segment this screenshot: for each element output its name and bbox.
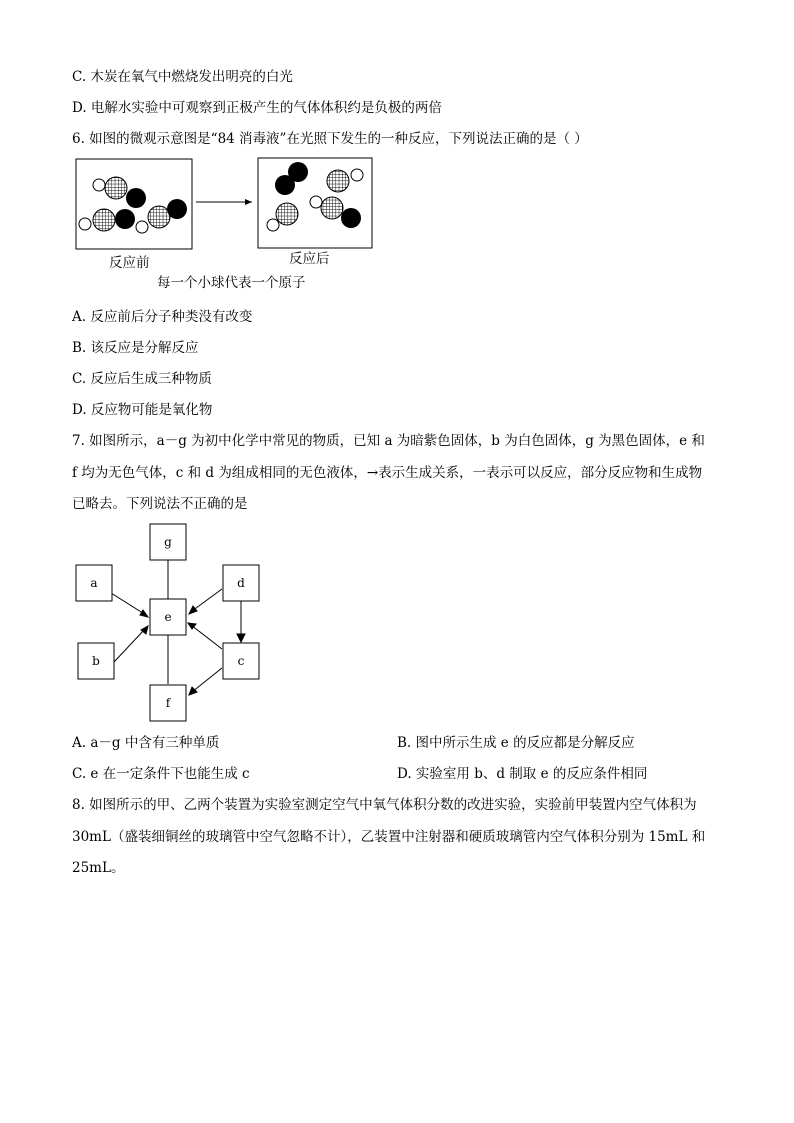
node-d-label: d (237, 576, 245, 590)
q7-stem-line-1: 7. 如图所示，a－g 为初中化学中常见的物质，已知 a 为暗紫色固体，b 为白色固体，g 为黑色固体，e 和 (72, 433, 705, 449)
node-e-label: e (164, 610, 172, 624)
q7-option-c: C. e 在一定条件下也能生成 c (72, 766, 250, 782)
q6-molecule-diagram (70, 155, 390, 255)
node-a-label: a (90, 576, 98, 590)
q7-stem-line-2: f 均为无色气体，c 和 d 为组成相同的无色液体，→表示生成关系，一表示可以反应，部分反应物和生成物 (72, 465, 703, 481)
q6-stem: 6. 如图的微观示意图是“84 消毒液”在光照下发生的一种反应，下列说法正确的是（ ） (72, 131, 588, 147)
node-g-label: g (164, 535, 172, 549)
node-f-label: f (165, 696, 171, 710)
q6-option-a: A. 反应前后分子种类没有改变 (72, 309, 253, 325)
q7-option-d: D. 实验室用 b、d 制取 e 的反应条件相同 (397, 766, 648, 782)
option-d-previous: D. 电解水实验中可观察到正极产生的气体体积约是负极的两倍 (72, 100, 442, 116)
q8-stem-line-1: 8. 如图所示的甲、乙两个装置为实验室测定空气中氧气体积分数的改进实验，实验前甲装置内空气体积为 (72, 797, 697, 813)
q7-option-a: A. a－g 中含有三种单质 (72, 735, 220, 751)
node-c-label: c (237, 654, 245, 668)
before-label: 反应前 (109, 255, 150, 271)
q6-option-c: C. 反应后生成三种物质 (72, 371, 212, 387)
option-c-previous: C. 木炭在氧气中燃烧发出明亮的白光 (72, 69, 293, 85)
q7-option-b: B. 图中所示生成 e 的反应都是分解反应 (397, 735, 635, 751)
q8-stem-line-3: 25mL。 (72, 860, 125, 876)
node-b-label: b (92, 654, 100, 668)
q7-relation-diagram (70, 522, 270, 722)
after-label: 反应后 (289, 251, 330, 267)
q6-option-b: B. 该反应是分解反应 (72, 340, 199, 356)
q6-caption: 每一个小球代表一个原子 (157, 275, 306, 291)
q7-stem-line-3: 已略去。下列说法不正确的是 (72, 496, 248, 512)
q8-stem-line-2: 30mL（盛装细铜丝的玻璃管中空气忽略不计），乙装置中注射器和硬质玻璃管内空气体积分别为 15mL 和 (72, 829, 706, 845)
q6-option-d: D. 反应物可能是氧化物 (72, 402, 213, 418)
